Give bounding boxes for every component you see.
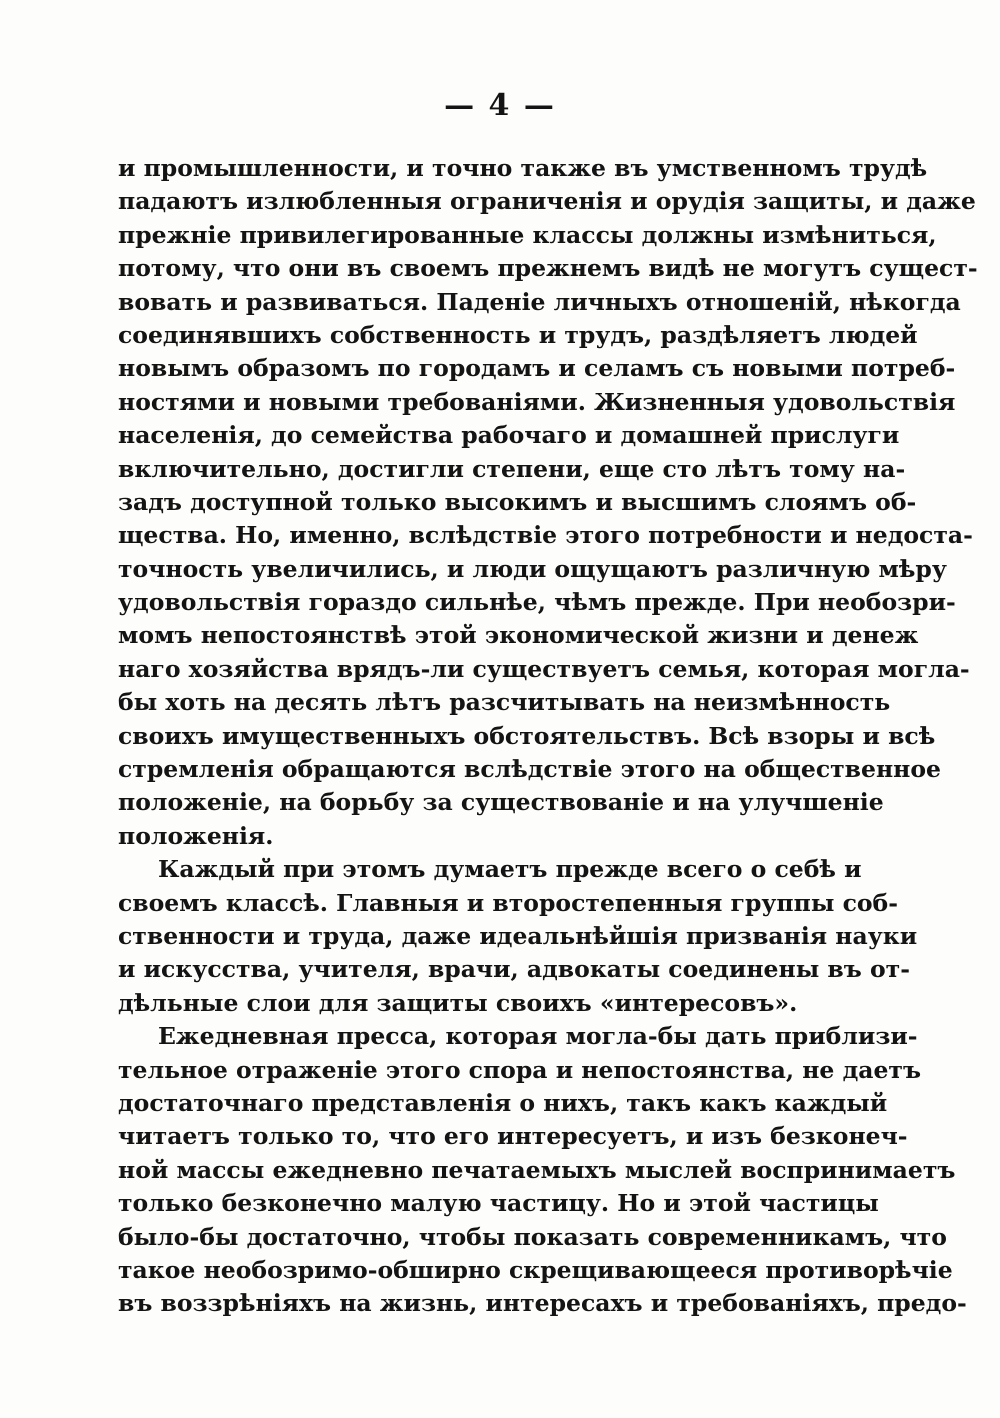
text-line: ной массы ежедневно печатаемыхъ мыслей воспринимаетъ [118,1155,956,1184]
text-line: момъ непостоянствѣ этой экономической жизни и денеж [118,621,919,650]
text-line: наго хозяйства врядъ-ли существуетъ семья, которая могла- [118,654,970,683]
text-line: щества. Но, именно, вслѣдствіе этого потребности и недоста- [118,521,973,550]
body-text [118,152,978,1321]
text-line: такое необозримо-обширно скрещивающееся противорѣчіе [118,1255,953,1284]
page-number: — 4 — [444,88,556,123]
paragraph [118,853,918,1020]
text-line: своихъ имущественныхъ обстоятельствъ. Всѣ взоры и всѣ [118,721,936,750]
text-line: было-бы достаточно, чтобы показать современникамъ, что [118,1222,947,1251]
text-line: въ воззрѣніяхъ на жизнь, интересахъ и требованіяхъ, предо- [118,1289,967,1318]
text-line: стремленія обращаются вслѣдствіе этого на общественное [118,755,941,784]
text-line: достаточнаго представленія о нихъ, такъ какъ каждый [118,1088,888,1117]
text-line: вовать и развиваться. Паденіе личныхъ отношеній, нѣкогда [118,287,961,316]
text-line: новымъ образомъ по городамъ и селамъ съ новыми потреб- [118,354,956,383]
text-line: только безконечно малую частицу. Но и этой частицы [118,1189,879,1218]
text-line: положенія. [118,821,274,850]
text-line: населенія, до семейства рабочаго и домашней прислуги [118,421,900,450]
text-line: и искусства, учителя, врачи, адвокаты соединены въ от- [118,955,910,984]
text-line: ностями и новыми требованіями. Жизненныя удовольствія [118,387,956,416]
text-line: Ежедневная пресса, которая могла-бы дать приблизи- [158,1022,918,1051]
text-line: задъ доступной только высокимъ и высшимъ слоямъ об- [118,487,917,516]
text-line: дѣльные слои для защиты своихъ «интересовъ». [118,988,798,1017]
text-line: положеніе, на борьбу за существованіе и на улучшеніе [118,788,884,817]
text-line: Каждый при этомъ думаетъ прежде всего о себѣ и [158,855,862,884]
text-line: падаютъ излюбленныя ограниченія и орудія защиты, и даже [118,187,976,216]
text-line: точность увеличились, и люди ощущаютъ различную мѣру [118,554,947,583]
text-line: прежніе привилегированные классы должны измѣниться, [118,220,937,249]
text-line: своемъ классѣ. Главныя и второстепенныя группы соб- [118,888,898,917]
text-line: удовольствія гораздо сильнѣе, чѣмъ прежде. При необозри- [118,588,956,617]
paragraph [118,152,978,853]
text-line: читаетъ только то, что его интересуетъ, и изъ безконеч- [118,1122,908,1151]
text-line: тельное отраженіе этого спора и непостоянства, не даетъ [118,1055,921,1084]
paragraph [118,1020,967,1321]
text-line: включительно, достигли степени, еще сто лѣтъ тому на- [118,454,906,483]
text-line: бы хоть на десять лѣтъ разсчитывать на неизмѣнность [118,688,891,717]
text-line: потому, что они въ своемъ прежнемъ видѣ не могутъ сущест- [118,254,978,283]
text-line: и промышленности, и точно также въ умственномъ трудѣ [118,154,928,182]
text-line: ственности и труда, даже идеальнѣйшія призванія науки [118,921,918,950]
text-line: соединявшихъ собственность и трудъ, раздѣляетъ людей [118,320,918,349]
